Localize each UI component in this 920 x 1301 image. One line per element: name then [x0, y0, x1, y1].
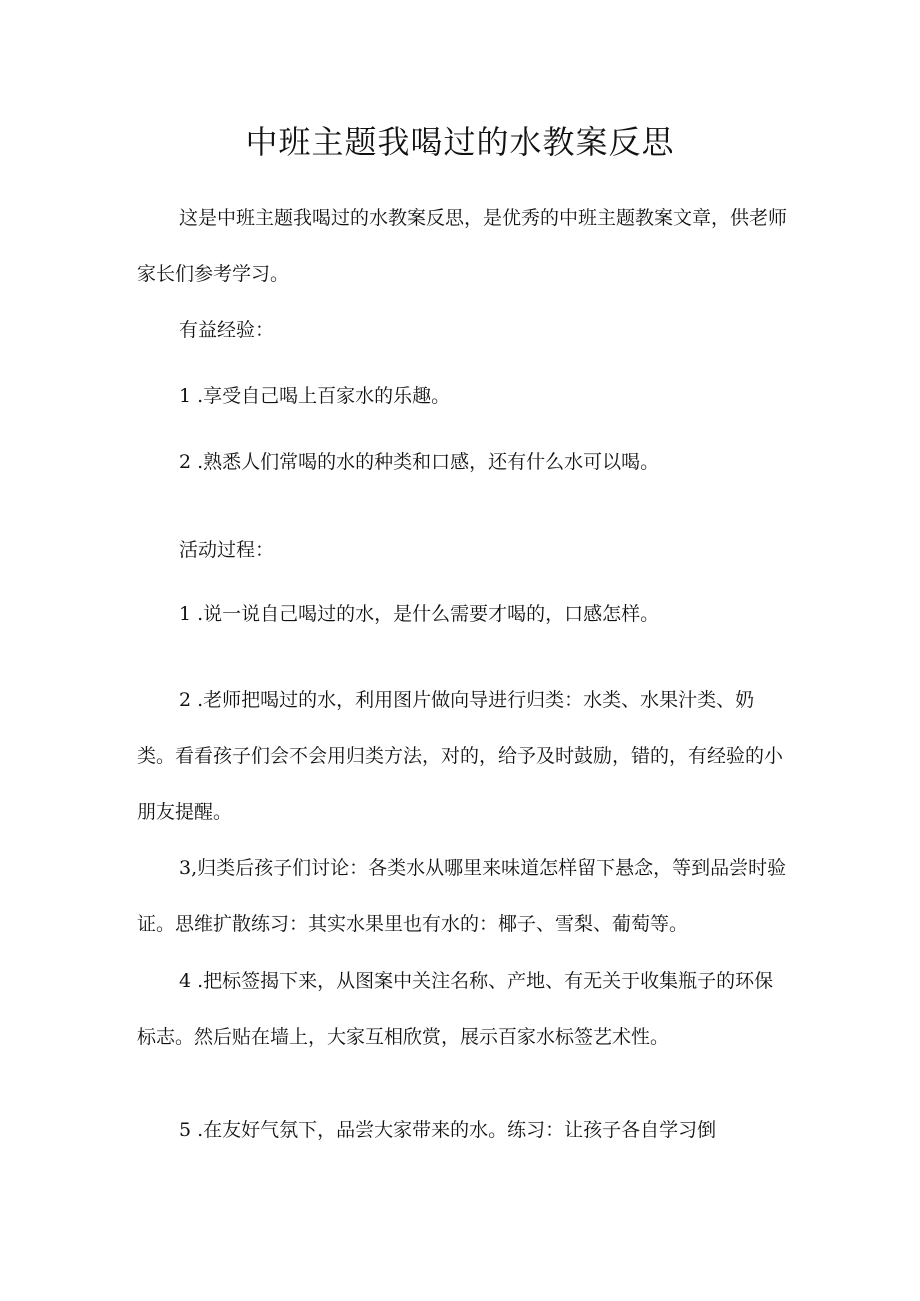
- process-step-2: 2 .老师把喝过的水，利用图片做向导进行归类：水类、水果汁类、奶类。看看孩子们会不会用归类方法，对的，给予及时鼓励，错的，有经验的小朋友提醒。: [137, 689, 784, 823]
- goal-item-2: 2 .熟悉人们常喝的水的种类和口感，还有什么水可以喝。: [179, 451, 660, 473]
- process-step-5: 5 .在友好气氛下，品尝大家带来的水。练习：让孩子各自学习倒: [179, 1119, 717, 1141]
- goal-item-1: 1 .享受自己喝上百家水的乐趣。: [179, 385, 451, 407]
- process-step-3: 3,归类后孩子们讨论：各类水从哪里来味道怎样留下悬念，等到品尝时验证。思维扩散练习：其实水果里也有水的：椰子、雪梨、葡萄等。: [137, 857, 787, 935]
- intro-paragraph: 这是中班主题我喝过的水教案反思，是优秀的中班主题教案文章，供老师家长们参考学习。: [137, 207, 788, 285]
- process-step-1: 1 .说一说自己喝过的水，是什么需要才喝的，口感怎样。: [179, 603, 660, 625]
- process-heading: 活动过程：: [179, 539, 275, 561]
- process-step-4: 4 .把标签揭下来，从图案中关注名称、产地、有无关于收集瓶子的环保标志。然后贴在墙上，大家互相欣赏，展示百家水标签艺术性。: [137, 970, 774, 1048]
- document-title: 中班主题我喝过的水教案反思: [245, 123, 675, 161]
- goals-heading: 有益经验：: [179, 319, 275, 341]
